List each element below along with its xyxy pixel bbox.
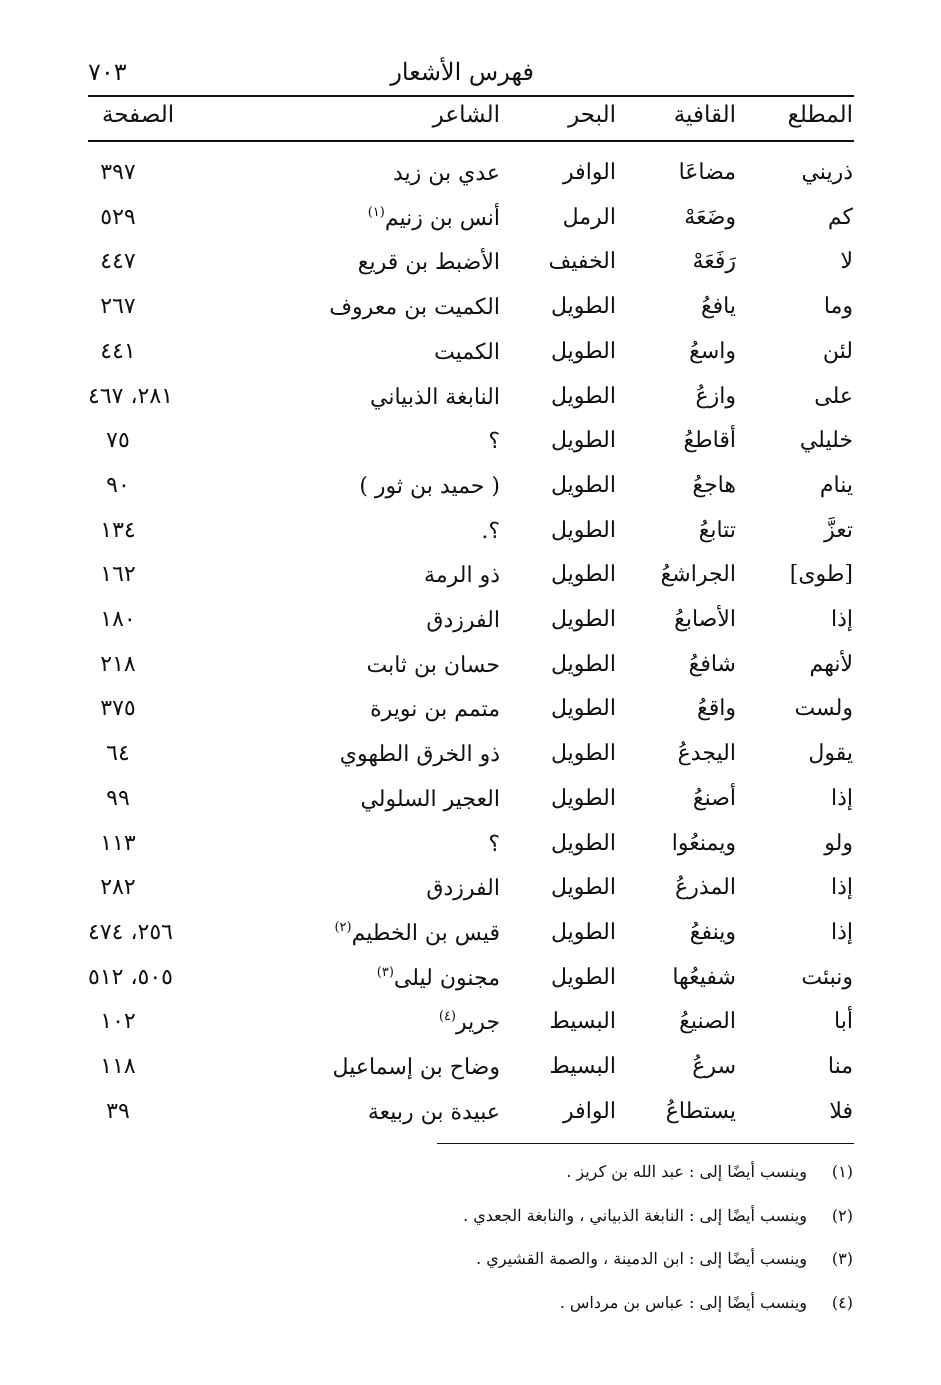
cell-qafia: الصنيعُ [679,1009,736,1035]
table-row [0,1054,941,1094]
cell-shaer: الفرزدق [426,608,500,633]
cell-matla: إذا [830,875,853,901]
table-row [0,518,941,558]
cell-qafia: سرعُ [692,1054,736,1079]
cell-matla: لئن [822,338,853,364]
page-title: فهرس الأشعار [390,58,534,86]
cell-qafia: المذرعُ [675,875,736,901]
cell-qafia: تتابعُ [698,517,736,543]
footnote-rule [437,1143,854,1144]
cell-qafia: مضاعَا [678,160,736,185]
cell-shaer: ذو الرمة [424,563,500,589]
cell-bahr: الخفيف [548,249,616,275]
cell-safha: ٩٠ [106,472,130,498]
cell-shaer: وضاح بن إسماعيل [332,1055,500,1080]
cell-shaer: ؟. [481,518,500,544]
cell-shaer: أنس بن زنيم$^{(١)}$ [367,204,500,231]
table-row [0,160,941,200]
cell-bahr: الطويل [550,651,616,677]
cell-matla: ولست [794,696,853,722]
cell-bahr: البسيط [549,1054,616,1079]
cell-bahr: الطويل [550,741,616,767]
cell-qafia: رَفَعَهْ [692,249,736,275]
cell-safha: ١١٣ [100,830,136,856]
cell-qafia: أقاطعُ [683,428,736,454]
cell-bahr: الرمل [562,204,616,230]
cell-safha: ١٨٠ [100,607,136,632]
table-row [0,1099,941,1139]
header-shaer: الشاعر [432,102,500,128]
cell-bahr: الطويل [550,696,616,722]
table-row [0,294,941,334]
cell-safha: ١٣٤ [100,517,136,543]
cell-shaer: ؟ [488,429,500,455]
cell-bahr: الطويل [550,964,616,990]
cell-safha: ١٠٢ [100,1009,136,1035]
cell-matla: ولو [824,830,853,856]
cell-qafia: ويمنعُوا [671,830,736,856]
table-row [0,696,941,736]
cell-qafia: الجراشعُ [660,562,736,588]
cell-qafia: وينفعُ [689,919,736,945]
cell-safha: ٢٨٢ [100,875,136,901]
cell-safha: ٢٦٧ [100,294,136,320]
footnote-marker: (٤) [438,1009,456,1025]
cell-qafia: وضَعَهْ [684,204,736,230]
cell-shaer: ( حميد بن ثور ) [359,473,500,499]
cell-bahr: الطويل [550,830,616,856]
cell-bahr: الطويل [550,428,616,454]
cell-matla: يقول [808,741,853,767]
cell-qafia: شافعُ [688,651,736,677]
header-safha: الصفحة [102,102,175,128]
table-row [0,965,941,1005]
table-row [0,786,941,826]
footnote-text: وينسب أيضًا إلى : ابن الدمينة ، والصمة القشيري . [476,1249,807,1268]
cell-safha: ٤٤١ [100,338,136,364]
cell-qafia: اليجدعُ [677,741,736,767]
cell-safha: ٧٥ [106,428,130,454]
table-row [0,652,941,692]
cell-shaer: متمم بن نويرة [370,697,500,723]
cell-matla: [طوى] [789,562,853,588]
footnote-number: (١) [831,1162,853,1181]
cell-safha: ٣٩٧ [100,160,136,185]
table-row [0,384,941,424]
table-row [0,1009,941,1049]
cell-matla: على [814,383,853,409]
footnote-number: (٢) [831,1205,853,1225]
cell-qafia: واسعُ [689,338,736,364]
cell-safha: ١١٨ [100,1054,136,1079]
cell-qafia: واقعُ [697,696,736,722]
cell-safha: ٢١٨ [100,651,136,677]
cell-matla: إذا [830,607,853,632]
cell-safha: ٥٢٩ [100,204,136,230]
cell-matla: إذا [830,919,853,945]
table-row [0,607,941,647]
cell-shaer: عدي بن زيد [392,161,500,186]
cell-bahr: الطويل [550,383,616,409]
table-row [0,562,941,602]
page-number: ٧٠٣ [88,58,127,86]
cell-safha: ٩٩ [106,785,130,811]
header-bahr: البحر [568,102,616,128]
cell-bahr: الطويل [550,294,616,320]
footnote [413,1293,853,1312]
cell-safha: ٦٤ [106,741,130,767]
cell-bahr: الطويل [550,875,616,901]
cell-qafia: شفيعُها [672,964,736,990]
cell-bahr: الطويل [550,338,616,364]
table-row [0,249,941,289]
cell-bahr: الطويل [550,562,616,588]
cell-shaer: جرير$^{(٤)}$ [438,1009,500,1036]
table-row [0,875,941,915]
cell-bahr: الطويل [550,607,616,632]
cell-matla: ذريني [801,160,853,185]
footnote-text: وينسب أيضًا إلى : النابغة الذبياني ، والنابغة الجعدي . [463,1205,807,1225]
cell-shaer: قيس بن الخطيم$^{(٢)}$ [334,919,500,946]
footnote [413,1206,853,1225]
cell-qafia: هاجعُ [692,472,736,498]
cell-bahr: الطويل [550,472,616,498]
cell-shaer: ذو الخرق الطهوي [339,742,500,768]
footnote-text: وينسب أيضًا إلى : عبد الله بن كريز . [566,1162,807,1181]
cell-matla: وما [823,294,853,320]
cell-shaer: الكميت [434,339,500,365]
cell-bahr: الوافر [563,160,616,185]
cell-safha: ٥٠٥، ٥١٢ [88,964,173,990]
cell-safha: ١٦٢ [100,562,136,588]
cell-bahr: الطويل [550,919,616,945]
header-matla: المطلع [787,102,853,128]
cell-matla: ينام [819,472,853,498]
cell-matla: فلا [829,1098,853,1124]
cell-shaer: مجنون ليلى$^{(٣)}$ [376,964,500,991]
header-qafia: القافية [673,102,736,128]
header-rule [88,140,854,142]
table-row [0,428,941,468]
footnote [413,1162,853,1181]
cell-bahr: الطويل [550,517,616,543]
cell-shaer: الأضبط بن قريع [357,250,500,276]
cell-qafia: أصنعُ [692,785,736,811]
top-rule [88,95,854,97]
footnote-marker: (١) [367,204,385,220]
footnote-marker: (٣) [376,964,394,980]
cell-matla: تعزَّ [824,517,853,543]
cell-matla: أبا [834,1009,853,1035]
footnote-number: (٣) [831,1249,853,1268]
footnote-marker: (٢) [334,919,352,935]
running-head [88,58,854,94]
table-row [0,205,941,245]
table-row [0,339,941,379]
cell-matla: لا [840,249,853,275]
cell-shaer: النابغة الذبياني [370,384,500,410]
cell-shaer: ؟ [488,831,500,857]
cell-qafia: يافعُ [700,294,736,320]
cell-shaer: الكميت بن معروف [329,295,500,321]
cell-shaer: الفرزدق [426,876,500,902]
cell-shaer: حسان بن ثابت [366,652,500,678]
cell-matla: كم [827,204,853,230]
cell-qafia: الأصابعُ [674,607,736,632]
footnote-text: وينسب أيضًا إلى : عباس بن مرداس . [559,1292,807,1312]
cell-safha: ٤٤٧ [100,249,136,275]
cell-safha: ٢٨١، ٤٦٧ [88,383,173,409]
footnote-number: (٤) [831,1292,853,1312]
footnote [413,1249,853,1268]
cell-qafia: يستطاعُ [665,1098,736,1124]
cell-matla: خليلي [799,428,853,454]
cell-qafia: وازعُ [695,383,736,409]
cell-shaer: العجير السلولي [360,786,500,812]
cell-matla: ونبئت [801,964,853,990]
table-row [0,920,941,960]
cell-bahr: الطويل [550,785,616,811]
cell-matla: إذا [830,785,853,811]
cell-safha: ٢٥٦، ٤٧٤ [88,919,173,945]
cell-bahr: البسيط [549,1009,616,1035]
cell-matla: منا [827,1054,853,1079]
cell-safha: ٣٩ [106,1098,130,1124]
table-row [0,741,941,781]
table-row [0,473,941,513]
cell-matla: لأنهم [809,651,853,677]
cell-safha: ٣٧٥ [100,696,136,722]
cell-bahr: الوافر [563,1098,616,1124]
table-row [0,831,941,871]
cell-shaer: عبيدة بن ربيعة [367,1099,500,1125]
